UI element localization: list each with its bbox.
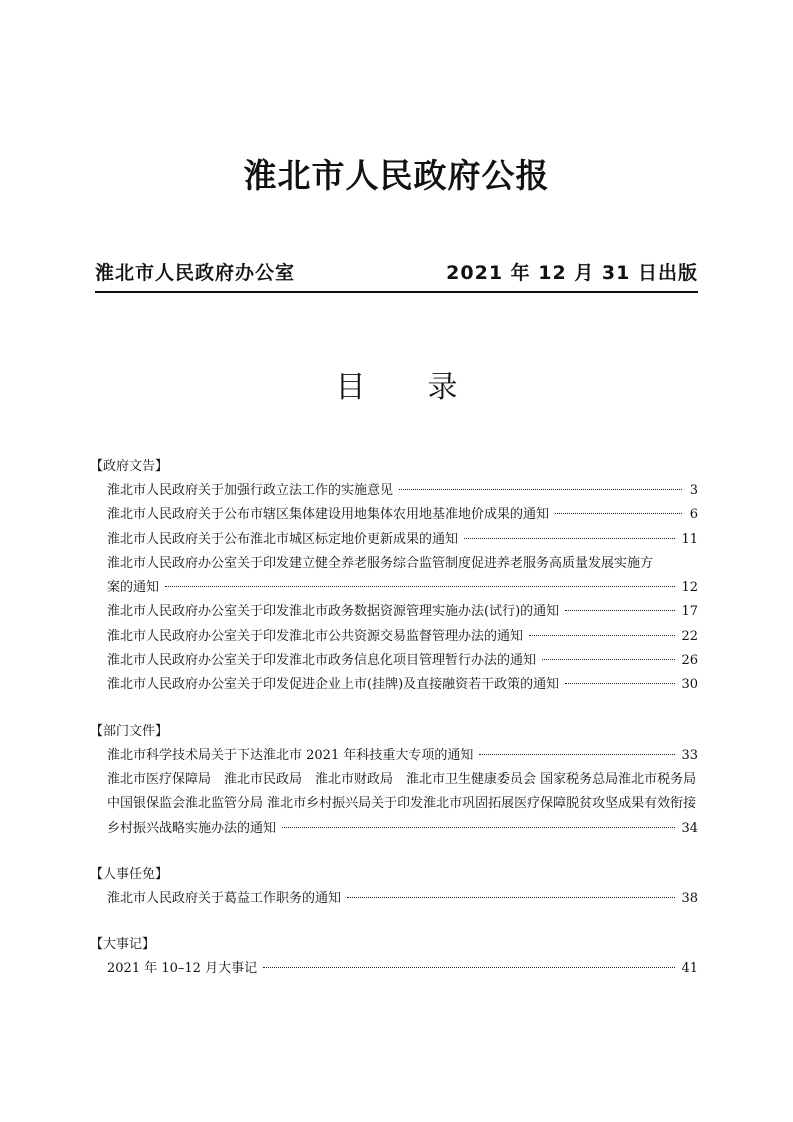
toc-page-number: 11	[681, 531, 698, 547]
toc-page-number: 34	[681, 820, 698, 836]
dot-leader	[565, 610, 675, 611]
issuer-name: 淮北市人民政府办公室	[95, 262, 296, 284]
dot-leader	[479, 754, 675, 755]
section-spacer	[92, 911, 698, 932]
toc-section-heading: 【大事记】	[90, 937, 156, 953]
toc-heading-right: 录	[427, 370, 458, 405]
publication-date: 2021 年 12 月 31 日出版	[446, 262, 698, 284]
dot-leader	[282, 827, 675, 828]
toc-entry-text: 淮北市人民政府关于葛益工作职务的通知	[107, 890, 342, 906]
toc-entry-text: 淮北市人民政府办公室关于印发淮北市政务数据资源管理实施办法(试行)的通知	[107, 604, 560, 620]
toc-entry-text: 淮北市人民政府办公室关于印发促进企业上市(挂牌)及直接融资若干政策的通知	[107, 677, 560, 693]
dot-leader	[529, 635, 675, 636]
toc-page-number: 30	[681, 677, 698, 693]
toc-entry[interactable]	[107, 887, 698, 911]
toc-section-heading: 【政府文告】	[90, 459, 169, 474]
toc-entry[interactable]	[107, 957, 698, 981]
toc-entry[interactable]	[107, 673, 698, 697]
toc-entry[interactable]	[107, 479, 698, 503]
toc-page-number: 41	[681, 961, 698, 977]
toc-entry[interactable]	[107, 625, 698, 649]
toc-entry-text: 淮北市人民政府办公室关于印发淮北市政务信息化项目管理暂行办法的通知	[107, 653, 537, 669]
toc-entry[interactable]	[107, 552, 698, 601]
dot-leader	[165, 586, 675, 587]
dot-leader	[555, 513, 682, 514]
header-divider	[95, 291, 698, 293]
table-of-contents	[92, 454, 698, 981]
toc-entry[interactable]	[107, 744, 698, 768]
toc-entry[interactable]	[107, 768, 698, 841]
toc-entry-text: 2021 年 10–12 月大事记	[107, 961, 258, 977]
toc-entry-text: 淮北市科学技术局关于下达淮北市 2021 年科技重大专项的通知	[107, 747, 474, 763]
toc-entry-text: 乡村振兴战略实施办法的通知	[107, 820, 277, 836]
section-spacer	[92, 698, 698, 719]
toc-entry[interactable]	[107, 649, 698, 673]
dot-leader	[565, 683, 675, 684]
toc-entry-text: 中国银保监会淮北监管分局 淮北市乡村振兴局关于印发淮北市巩固拓展医疗保障脱贫攻坚成果有效衔接	[107, 796, 697, 812]
dot-leader	[347, 897, 675, 898]
toc-page-number: 17	[681, 604, 698, 620]
dot-leader	[464, 538, 675, 539]
toc-section-heading: 【部门文件】	[90, 723, 169, 739]
toc-page-number: 22	[681, 628, 698, 644]
dot-leader	[542, 659, 675, 660]
toc-entry-text: 淮北市人民政府办公室关于印发淮北市公共资源交易监督管理办法的通知	[107, 628, 524, 644]
toc-entry-text: 淮北市人民政府关于加强行政立法工作的实施意见	[107, 483, 394, 498]
toc-entry[interactable]	[107, 600, 698, 624]
toc-entry[interactable]	[107, 528, 698, 552]
toc-page-number: 26	[681, 653, 698, 669]
toc-entry[interactable]	[107, 503, 698, 527]
toc-entry-text: 淮北市人民政府关于公布市辖区集体建设用地集体农用地基准地价成果的通知	[107, 507, 550, 523]
toc-entry-text: 案的通知	[107, 580, 160, 596]
toc-page-number: 12	[681, 580, 698, 596]
dot-leader	[263, 967, 675, 968]
toc-page-number: 33	[681, 747, 698, 763]
toc-entry-text: 淮北市医疗保障局 淮北市民政局 淮北市财政局 淮北市卫生健康委员会 国家税务总局淮北市税务局	[107, 771, 697, 787]
section-spacer	[92, 841, 698, 862]
toc-section-heading: 【人事任免】	[90, 866, 169, 882]
bulletin-title: 淮北市人民政府公报	[243, 156, 550, 195]
dot-leader	[399, 489, 682, 490]
toc-page-number: 6	[689, 507, 698, 523]
toc-heading-left: 目	[335, 370, 366, 405]
toc-page-number: 3	[689, 483, 698, 498]
toc-entry-text: 淮北市人民政府办公室关于印发建立健全养老服务综合监管制度促进养老服务高质量发展实施方	[107, 555, 654, 571]
toc-heading	[0, 362, 793, 406]
toc-page-number: 38	[681, 890, 698, 906]
toc-entry-text: 淮北市人民政府关于公布淮北市城区标定地价更新成果的通知	[107, 531, 459, 547]
